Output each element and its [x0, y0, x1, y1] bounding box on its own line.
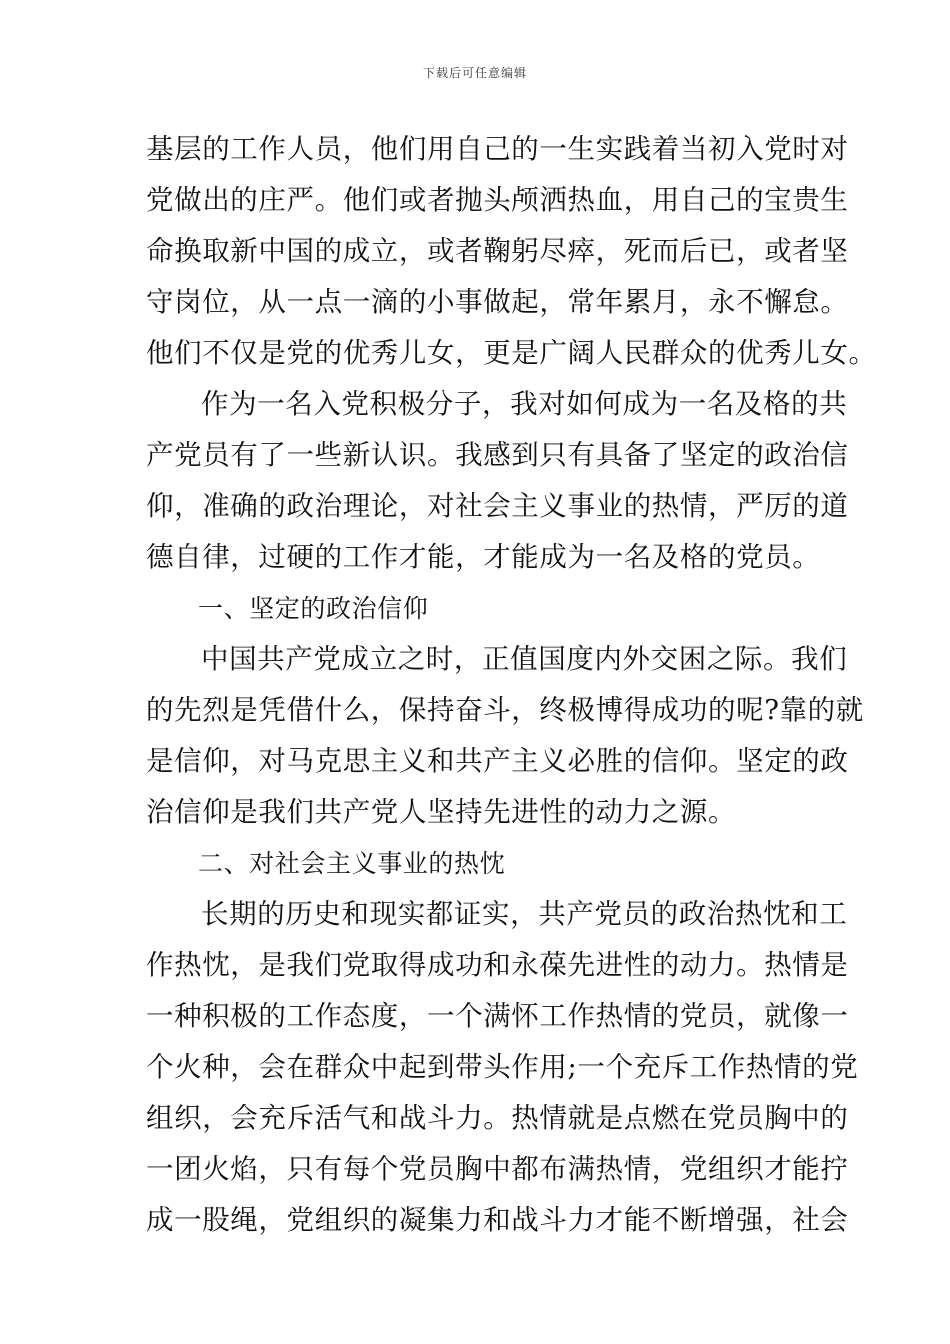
paragraph-line: 组织，会充斥活气和战斗力。热情就是点燃在党员胸中的: [146, 1102, 849, 1134]
paragraph-line: 仰，准确的政治理论，对社会主义事业的热情，严厉的道: [146, 490, 849, 522]
paragraph-line: 作热忱，是我们党取得成功和永葆先进性的动力。热情是: [146, 949, 849, 981]
paragraph-line: 中国共产党成立之时，正值国度内外交困之际。我们: [201, 643, 848, 675]
paragraph-line: 作为一名入党积极分子，我对如何成为一名及格的共: [201, 388, 848, 420]
paragraph-line: 基层的工作人员，他们用自己的一生实践着当初入党时对: [146, 133, 849, 165]
paragraph-line: 成一股绳，党组织的凝集力和战斗力才能不断增强，社会: [146, 1204, 849, 1236]
paragraph-line: 个火种，会在群众中起到带头作用;一个充斥工作热情的党: [146, 1051, 859, 1083]
section-heading: 二、对社会主义事业的热忱: [198, 849, 506, 878]
paragraph-line: 德自律，过硬的工作才能，才能成为一名及格的党员。: [146, 541, 821, 573]
paragraph-line: 产党员有了一些新认识。我感到只有具备了坚定的政治信: [146, 439, 849, 471]
paragraph-line: 治信仰是我们共产党人坚持先进性的动力之源。: [146, 796, 737, 828]
paragraph-line: 的先烈是凭借什么，保持奋斗，终极博得成功的呢?靠的就: [146, 694, 864, 726]
paragraph-line: 是信仰，对马克思主义和共产主义必胜的信仰。坚定的政: [146, 745, 849, 777]
paragraph-line: 命换取新中国的成立，或者鞠躬尽瘁，死而后已，或者坚: [146, 235, 849, 267]
section-heading: 一、坚定的政治信仰: [198, 594, 429, 623]
paragraph-line: 他们不仅是党的优秀儿女，更是广阔人民群众的优秀儿女。: [146, 337, 877, 369]
paragraph-line: 长期的历史和现实都证实，共产党员的政治热忱和工: [201, 898, 848, 930]
paragraph-line: 党做出的庄严。他们或者抛头颅洒热血，用自己的宝贵生: [146, 184, 849, 216]
paragraph-line: 守岗位，从一点一滴的小事做起，常年累月，永不懈怠。: [146, 286, 849, 318]
document-body: [146, 124, 877, 1246]
paragraph-line: 一团火焰，只有每个党员胸中都布满热情，党组织才能拧: [146, 1153, 849, 1185]
paragraph-line: 一种积极的工作态度，一个满怀工作热情的党员，就像一: [146, 1000, 849, 1032]
page-header: 下载后可任意编辑: [422, 66, 527, 80]
